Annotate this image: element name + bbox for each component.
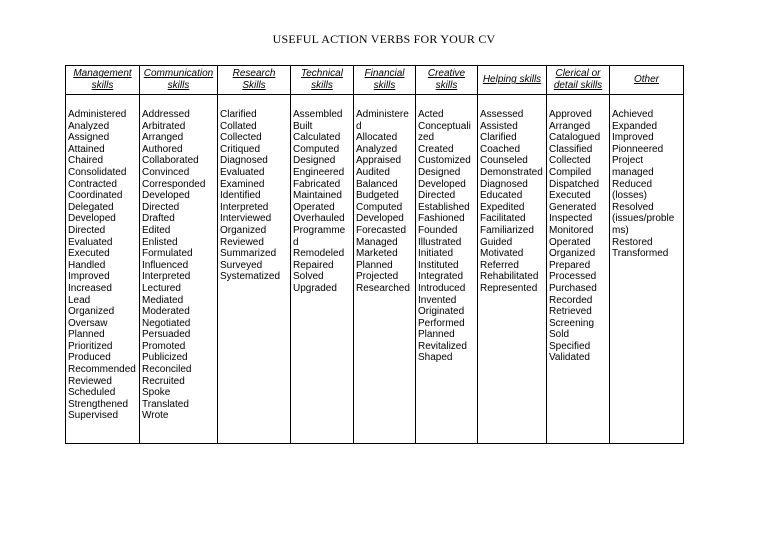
column-header-creative: Creative skills bbox=[416, 66, 478, 95]
verb-item: Evaluated bbox=[220, 166, 265, 178]
verb-item: Guided bbox=[480, 236, 513, 248]
verb-item: Negotiated bbox=[142, 317, 191, 329]
verb-item: Drafted bbox=[142, 213, 175, 225]
verb-list-research bbox=[218, 95, 291, 444]
verb-item: Revitalized bbox=[418, 340, 467, 352]
verb-list-financial bbox=[354, 95, 416, 444]
verb-item: Diagnosed bbox=[220, 155, 268, 167]
verb-item: Collected bbox=[549, 155, 591, 167]
verb-item: Expedited bbox=[480, 201, 525, 213]
verb-item: Reconciled bbox=[142, 364, 192, 376]
verb-item: Overhauled bbox=[293, 213, 345, 225]
verb-item: Administered bbox=[68, 109, 127, 120]
verb-item: Assisted bbox=[480, 120, 518, 132]
verb-item: Persuaded bbox=[142, 329, 191, 341]
verb-item: Approved bbox=[549, 109, 592, 120]
verb-item: Remodeled bbox=[293, 248, 345, 260]
verb-item: Initiated bbox=[418, 248, 454, 260]
verb-item: Moderated bbox=[142, 306, 190, 318]
verb-item: Formulated bbox=[142, 248, 193, 260]
verb-item: Interviewed bbox=[220, 213, 272, 225]
column-header-technical: Technical skills bbox=[291, 66, 354, 95]
verb-item: Arbitrated bbox=[142, 120, 186, 132]
verb-item: Inspected bbox=[549, 213, 593, 225]
verb-list-management bbox=[66, 95, 140, 444]
verb-item: Resolved bbox=[612, 201, 654, 213]
verb-item: Counseled bbox=[480, 155, 528, 167]
verb-item: Marketed bbox=[356, 248, 398, 260]
verb-item: Computed bbox=[293, 143, 340, 155]
verb-item: Maintained bbox=[293, 190, 342, 202]
verb-item: Prioritized bbox=[68, 340, 113, 352]
verb-item: Balanced bbox=[356, 178, 398, 190]
verb-item: Transformed bbox=[612, 248, 669, 260]
verb-item: Organized bbox=[220, 224, 267, 236]
verb-item: Wrote bbox=[142, 410, 169, 422]
verb-item: Arranged bbox=[142, 132, 184, 144]
verb-item: Fabricated bbox=[293, 178, 341, 190]
verb-item: Compiled bbox=[549, 166, 592, 178]
verb-item: Diagnosed bbox=[480, 178, 528, 190]
verb-item: Collected bbox=[220, 132, 262, 144]
verb-item: d bbox=[356, 120, 362, 132]
verb-item: ms) bbox=[612, 224, 629, 236]
verb-item: Coordinated bbox=[68, 190, 123, 202]
verb-item: Improved bbox=[68, 271, 110, 283]
verb-item: Mediated bbox=[142, 294, 184, 306]
column-header-helping: Helping skills bbox=[478, 66, 547, 95]
verb-item: Created bbox=[418, 143, 454, 155]
verb-item: Directed bbox=[418, 190, 456, 202]
verb-item: Engineered bbox=[293, 166, 345, 178]
verb-item: Clarified bbox=[480, 132, 517, 144]
verb-item: Processed bbox=[549, 271, 597, 283]
verb-item: Identified bbox=[220, 190, 261, 202]
verb-item: Assessed bbox=[480, 109, 524, 120]
verb-item: Pionneered bbox=[612, 143, 664, 155]
verb-item: Directed bbox=[68, 224, 106, 236]
verb-item: Critiqued bbox=[220, 143, 261, 155]
verb-item: Designed bbox=[418, 166, 461, 178]
verb-item: Attained bbox=[68, 143, 105, 155]
verb-item: Established bbox=[418, 201, 470, 213]
verb-item: Repaired bbox=[293, 259, 334, 271]
verb-item: Produced bbox=[68, 352, 111, 364]
verb-item: Referred bbox=[480, 259, 519, 271]
verb-item: Acted bbox=[418, 109, 444, 120]
verb-item: Spoke bbox=[142, 387, 171, 399]
verb-item: Authored bbox=[142, 143, 183, 155]
verb-item: Administere bbox=[356, 109, 409, 120]
verb-item: Scheduled bbox=[68, 387, 116, 399]
verb-item: Increased bbox=[68, 282, 112, 294]
verb-item: Introduced bbox=[418, 282, 466, 294]
verb-list-clerical bbox=[547, 95, 610, 444]
verb-item: Allocated bbox=[356, 132, 398, 144]
verb-item: Translated bbox=[142, 398, 189, 410]
verb-item: Collaborated bbox=[142, 155, 199, 167]
verb-item: Expanded bbox=[612, 120, 658, 132]
verb-item: Restored bbox=[612, 236, 653, 248]
verb-item: Built bbox=[293, 120, 313, 132]
verb-item: Forecasted bbox=[356, 224, 407, 236]
verb-item: Recorded bbox=[549, 294, 593, 306]
verb-item: Planned bbox=[68, 329, 105, 341]
verb-item: Calculated bbox=[293, 132, 341, 144]
verb-item: Represented bbox=[480, 282, 538, 294]
verb-item: Familiarized bbox=[480, 224, 534, 236]
verb-item: Instituted bbox=[418, 259, 459, 271]
verb-item: Publicized bbox=[142, 352, 188, 364]
verb-item: Developed bbox=[356, 213, 404, 225]
column-header-other: Other bbox=[610, 66, 684, 95]
verb-item: Monitored bbox=[549, 224, 594, 236]
verb-item: Evaluated bbox=[68, 236, 113, 248]
verb-item: Assigned bbox=[68, 132, 110, 144]
column-header-financial: Financial skills bbox=[354, 66, 416, 95]
verb-item: Executed bbox=[549, 190, 591, 202]
verb-item: Developed bbox=[418, 178, 466, 190]
verb-item: Educated bbox=[480, 190, 523, 202]
verb-item: Surveyed bbox=[220, 259, 263, 271]
header-row bbox=[66, 66, 684, 95]
verb-item: Prepared bbox=[549, 259, 591, 271]
verb-item: (losses) bbox=[612, 190, 648, 202]
verb-item: Screening bbox=[549, 317, 595, 329]
verb-item: Reviewed bbox=[68, 375, 112, 387]
verb-item: Analyzed bbox=[68, 120, 110, 132]
verb-item: Delegated bbox=[68, 201, 114, 213]
column-header-communication: Communication skills bbox=[140, 66, 218, 95]
verb-item: Interpreted bbox=[142, 271, 191, 283]
verb-item: Specified bbox=[549, 340, 591, 352]
column-header-clerical: Clerical or detail skills bbox=[547, 66, 610, 95]
verb-item: Convinced bbox=[142, 166, 190, 178]
verb-item: zed bbox=[418, 132, 435, 144]
verb-list-technical bbox=[291, 95, 354, 444]
verb-item: Planned bbox=[418, 329, 455, 341]
verb-item: Addressed bbox=[142, 109, 190, 120]
verb-item: Systematized bbox=[220, 271, 281, 283]
verb-item: managed bbox=[612, 166, 654, 178]
verb-item: Demonstrated bbox=[480, 166, 543, 178]
verb-item: Retrieved bbox=[549, 306, 592, 318]
verb-item: Originated bbox=[418, 306, 465, 318]
column-header-research: Research Skills bbox=[218, 66, 291, 95]
verb-item: Recommended bbox=[68, 364, 136, 376]
verb-item: Operated bbox=[293, 201, 335, 213]
verb-item: Designed bbox=[293, 155, 336, 167]
verb-item: Founded bbox=[418, 224, 458, 236]
verb-item: Promoted bbox=[142, 340, 186, 352]
verb-item: Validated bbox=[549, 352, 590, 364]
verb-item: Enlisted bbox=[142, 236, 178, 248]
verb-item: Programme bbox=[293, 224, 346, 236]
verb-item: Arranged bbox=[549, 120, 591, 132]
verb-item: Oversaw bbox=[68, 317, 108, 329]
verb-list-helping bbox=[478, 95, 547, 444]
verb-item: Generated bbox=[549, 201, 597, 213]
verb-item: Assembled bbox=[293, 109, 343, 120]
verb-item: Appraised bbox=[356, 155, 402, 167]
column-header-management: Management skills bbox=[66, 66, 140, 95]
verb-item: Customized bbox=[418, 155, 471, 167]
verb-item: Analyzed bbox=[356, 143, 398, 155]
verb-item: Handled bbox=[68, 259, 106, 271]
action-verbs-table bbox=[65, 65, 684, 444]
verb-item: Developed bbox=[142, 190, 190, 202]
verb-item: Shaped bbox=[418, 352, 453, 364]
verb-item: Lead bbox=[68, 294, 91, 306]
verb-item: Collated bbox=[220, 120, 257, 132]
verb-item: Interpreted bbox=[220, 201, 269, 213]
verb-item: Fashioned bbox=[418, 213, 465, 225]
verb-item: Managed bbox=[356, 236, 398, 248]
verb-item: Planned bbox=[356, 259, 393, 271]
verb-item: Conceptuali bbox=[418, 120, 471, 132]
verb-item: Project bbox=[612, 155, 644, 167]
verbs-row bbox=[66, 95, 684, 444]
verb-item: Projected bbox=[356, 271, 399, 283]
verb-item: d bbox=[293, 236, 299, 248]
verb-list-creative bbox=[416, 95, 478, 444]
verb-item: Sold bbox=[549, 329, 570, 341]
verb-item: Audited bbox=[356, 166, 390, 178]
verb-item: Edited bbox=[142, 224, 171, 236]
page-title: USEFUL ACTION VERBS FOR YOUR CV bbox=[272, 32, 496, 46]
verb-item: Catalogued bbox=[549, 132, 601, 144]
verb-item: Coached bbox=[480, 143, 521, 155]
verb-list-communication bbox=[140, 95, 218, 444]
verb-item: Dispatched bbox=[549, 178, 600, 190]
verb-item: Influenced bbox=[142, 259, 189, 271]
verb-item: Reviewed bbox=[220, 236, 264, 248]
verb-item: Invented bbox=[418, 294, 457, 306]
verb-item: Integrated bbox=[418, 271, 464, 283]
verb-item: Consolidated bbox=[68, 166, 127, 178]
verb-item: Recruited bbox=[142, 375, 185, 387]
verb-item: Examined bbox=[220, 178, 265, 190]
verb-item: Corresponded bbox=[142, 178, 206, 190]
verb-item: Reduced bbox=[612, 178, 653, 190]
verb-item: Organized bbox=[68, 306, 115, 318]
verb-item: Strengthened bbox=[68, 398, 129, 410]
verb-item: Executed bbox=[68, 248, 110, 260]
verb-item: Clarified bbox=[220, 109, 257, 120]
verb-item: Illustrated bbox=[418, 236, 462, 248]
verb-item: Chaired bbox=[68, 155, 104, 167]
verb-item: Supervised bbox=[68, 410, 119, 422]
verb-item: Classified bbox=[549, 143, 593, 155]
verb-item: Facilitated bbox=[480, 213, 526, 225]
verb-item: Budgeted bbox=[356, 190, 399, 202]
verb-item: Performed bbox=[418, 317, 465, 329]
verb-item: Contracted bbox=[68, 178, 117, 190]
verb-item: Operated bbox=[549, 236, 591, 248]
verb-item: Computed bbox=[356, 201, 403, 213]
verb-list-other bbox=[610, 95, 684, 444]
verb-item: Rehabilitated bbox=[480, 271, 539, 283]
verb-item: Researched bbox=[356, 282, 410, 294]
verb-item: Upgraded bbox=[293, 282, 337, 294]
verb-item: Directed bbox=[142, 201, 180, 213]
verb-item: (issues/proble bbox=[612, 213, 675, 225]
verb-item: Summarized bbox=[220, 248, 277, 260]
verb-item: Lectured bbox=[142, 282, 181, 294]
verb-item: Motivated bbox=[480, 248, 524, 260]
verb-item: Developed bbox=[68, 213, 116, 225]
verb-item: Solved bbox=[293, 271, 324, 283]
verb-item: Improved bbox=[612, 132, 654, 144]
verb-item: Purchased bbox=[549, 282, 597, 294]
verb-item: Organized bbox=[549, 248, 596, 260]
verb-item: Achieved bbox=[612, 109, 654, 120]
